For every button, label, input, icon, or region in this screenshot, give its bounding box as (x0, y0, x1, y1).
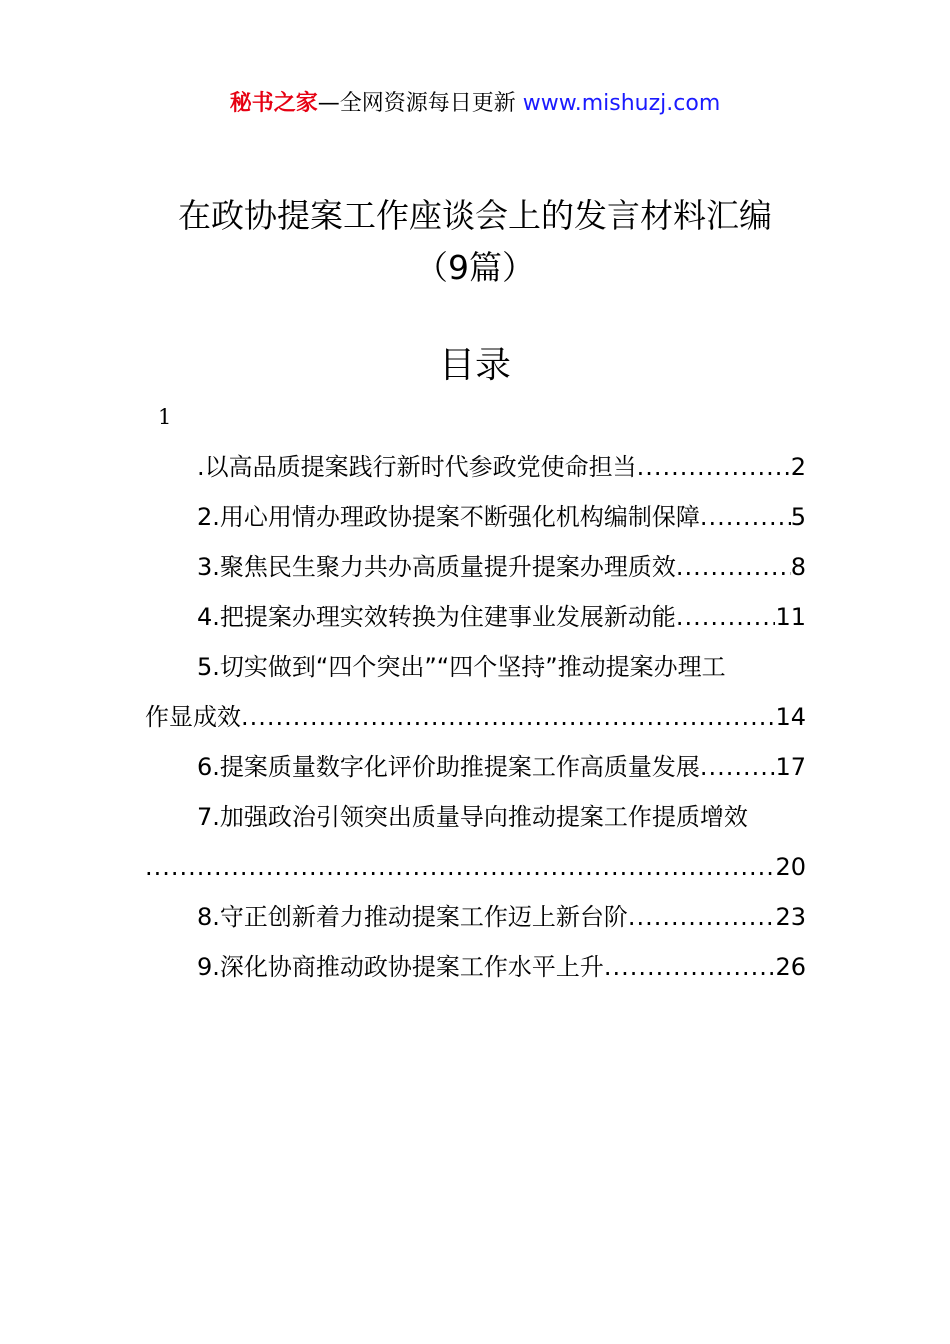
site-header (0, 88, 950, 120)
toc-entry[interactable] (145, 892, 806, 942)
toc-entry[interactable] (145, 492, 806, 542)
toc-heading: 目录 (438, 345, 511, 386)
toc-entry-title: 3.聚焦民生聚力共办高质量提升提案办理质效 (197, 553, 676, 581)
site-brand: 秘书之家 (229, 91, 318, 116)
toc-entry[interactable] (145, 592, 806, 642)
toc-leader-dots (637, 442, 791, 492)
toc-entry-title: 7.加强政治引领突出质量导向推动提案工作提质增效 (197, 803, 748, 831)
toc-entry[interactable] (145, 742, 806, 792)
toc-leader-dots (604, 942, 776, 992)
toc-entry-page: 26 (775, 953, 806, 981)
toc-leader-dots (700, 742, 776, 792)
toc-entry-continuation[interactable] (145, 692, 806, 742)
toc-entry-title: 2.用心用情办理政协提案不断强化机构编制保障 (197, 503, 700, 531)
document-title: 在政协提案工作座谈会上的发言材料汇编 (178, 196, 772, 235)
toc-entry[interactable] (145, 542, 806, 592)
toc-entry-page: 14 (775, 703, 806, 731)
toc-entry-page: 11 (775, 603, 806, 631)
toc-entry-page: 2 (790, 453, 806, 481)
toc-entry-page: 23 (775, 903, 806, 931)
toc-entry[interactable] (145, 642, 806, 692)
toc-entry[interactable] (145, 792, 806, 842)
site-link[interactable]: www.mishuzj.com (522, 91, 721, 116)
toc-entry-title-continued: 作显成效 (145, 703, 241, 731)
toc-entry[interactable] (145, 942, 806, 992)
toc-entry-title: 5.切实做到“四个突出”“四个坚持”推动提案办理工 (197, 653, 726, 681)
toc-leader-dots (700, 492, 791, 542)
toc-entry-title: 9.深化协商推动政协提案工作水平上升 (197, 953, 604, 981)
toc-leader-dots (676, 592, 776, 642)
page-marker: 1 (158, 405, 172, 429)
toc-entry-page: 5 (790, 503, 806, 531)
toc-leader-dots (145, 842, 775, 892)
toc-entry-continuation[interactable] (145, 842, 806, 892)
toc-entry-page: 17 (775, 753, 806, 781)
toc-entry-page: 8 (790, 553, 806, 581)
toc-entry-title: 6.提案质量数字化评价助推提案工作高质量发展 (197, 753, 700, 781)
site-tagline: —全网资源每日更新 (317, 91, 523, 116)
toc-entry-title: 4.把提案办理实效转换为住建事业发展新动能 (197, 603, 676, 631)
toc-leader-dots (676, 542, 791, 592)
document-subtitle: （9篇） (415, 248, 535, 287)
toc-entry-page: 20 (775, 853, 806, 881)
toc-entry-title: .以高品质提案践行新时代参政党使命担当 (197, 453, 637, 481)
toc-leader-dots (241, 692, 775, 742)
table-of-contents (145, 442, 806, 992)
toc-entry[interactable] (145, 442, 806, 492)
toc-entry-title: 8.守正创新着力推动提案工作迈上新台阶 (197, 903, 628, 931)
toc-leader-dots (628, 892, 776, 942)
